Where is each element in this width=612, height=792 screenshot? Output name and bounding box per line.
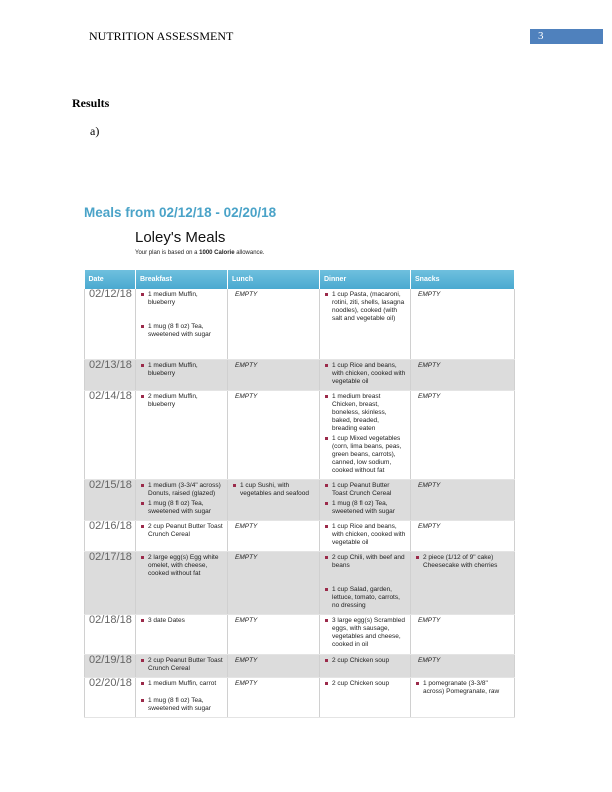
empty-label: EMPTY (418, 291, 441, 298)
lunch-cell (228, 551, 320, 614)
dinner-cell (320, 390, 411, 479)
snacks-cell (411, 551, 515, 614)
snacks-cell (411, 654, 515, 677)
food-item: 3 large egg(s) Scrambled eggs, with sausage, vegetables and cheese, cooked in oil (324, 617, 406, 649)
date-cell: 02/14/18 (85, 390, 136, 479)
plan-name: Loley's Meals (135, 229, 226, 246)
meals-table (84, 270, 515, 718)
lunch-cell (228, 390, 320, 479)
empty-label: EMPTY (235, 392, 258, 400)
empty-label: EMPTY (235, 291, 258, 298)
table-row (85, 677, 515, 717)
table-row (85, 390, 515, 479)
table-row (85, 654, 515, 677)
breakfast-cell (136, 520, 228, 551)
food-item: 1 mug (8 fl oz) Tea, sweetened with sugar (140, 323, 223, 339)
food-item: 2 cup Chili, with beef and beans (324, 554, 406, 570)
table-row (85, 359, 515, 390)
food-item: 2 cup Peanut Butter Toast Crunch Cereal (140, 657, 223, 673)
table-row (85, 479, 515, 520)
breakfast-cell (136, 390, 228, 479)
breakfast-cell (136, 479, 228, 520)
date-cell: 02/16/18 (85, 520, 136, 551)
empty-label: EMPTY (235, 679, 258, 687)
table-row (85, 551, 515, 614)
food-item: 1 cup Sushi, with vegetables and seafood (232, 482, 315, 498)
food-item: 1 pomegranate (3-3/8" across) Pomegranate, raw (415, 680, 510, 696)
lunch-cell (228, 359, 320, 390)
dinner-cell (320, 520, 411, 551)
table-row (85, 614, 515, 654)
snacks-cell (411, 390, 515, 479)
food-item: 2 cup Chicken soup (324, 680, 406, 688)
table-row (85, 520, 515, 551)
list-marker: a) (90, 124, 100, 138)
date-cell: 02/12/18 (85, 289, 136, 359)
dinner-cell (320, 479, 411, 520)
food-item: 2 cup Chicken soup (324, 657, 406, 665)
food-item: 2 large egg(s) Egg white omelet, with cheese, cooked without fat (140, 554, 223, 578)
date-cell: 02/13/18 (85, 359, 136, 390)
table-row (85, 289, 515, 359)
empty-label: EMPTY (418, 522, 441, 530)
breakfast-cell (136, 614, 228, 654)
dinner-cell (320, 677, 411, 717)
empty-label: EMPTY (418, 361, 441, 369)
food-item: 2 piece (1/12 of 9" cake) Cheesecake with cherries (415, 554, 510, 570)
empty-label: EMPTY (235, 522, 258, 530)
empty-label: EMPTY (235, 616, 258, 624)
breakfast-cell (136, 551, 228, 614)
breakfast-cell (136, 359, 228, 390)
column-header-lunch: Lunch (228, 270, 320, 289)
dinner-cell (320, 289, 411, 359)
food-item: 1 medium Muffin, carrot (140, 680, 223, 688)
plan-note: Your plan is based on a 1000 Calorie allowance. (135, 250, 265, 256)
breakfast-cell (136, 289, 228, 359)
breakfast-cell (136, 677, 228, 717)
date-cell: 02/20/18 (85, 677, 136, 717)
empty-label: EMPTY (418, 481, 441, 489)
empty-label: EMPTY (418, 656, 441, 664)
lunch-cell (228, 520, 320, 551)
date-cell: 02/18/18 (85, 614, 136, 654)
food-item: 1 mug (8 fl oz) Tea, sweetened with sugar (140, 697, 223, 713)
lunch-cell (228, 654, 320, 677)
meal-plan-figure (84, 204, 514, 718)
food-item: 1 cup Peanut Butter Toast Crunch Cereal (324, 482, 406, 498)
snacks-cell (411, 479, 515, 520)
food-item: 1 cup Salad, garden, lettuce, tomato, carrots, no dressing (324, 586, 406, 610)
table-header-row (85, 270, 515, 289)
snacks-cell (411, 520, 515, 551)
section-heading: Results (72, 96, 110, 110)
food-item: 1 cup Mixed vegetables (corn, lima beans, peas, green beans, carrots), canned, low sodium, cooked without fat (324, 435, 406, 475)
snacks-cell (411, 359, 515, 390)
snacks-cell (411, 289, 515, 359)
snacks-cell (411, 677, 515, 717)
column-header-breakfast: Breakfast (136, 270, 228, 289)
food-item: 1 mug (8 fl oz) Tea, sweetened with sugar (324, 500, 406, 516)
food-item: 1 medium (3-3/4" across) Donuts, raised (glazed) (140, 482, 223, 498)
food-item: 2 cup Peanut Butter Toast Crunch Cereal (140, 523, 223, 539)
lunch-cell (228, 479, 320, 520)
empty-label: EMPTY (235, 656, 258, 664)
food-item: 1 medium breast Chicken, breast, boneless, skinless, baked, breaded, breading eaten (324, 393, 406, 433)
snacks-cell (411, 614, 515, 654)
dinner-cell (320, 359, 411, 390)
date-cell: 02/17/18 (85, 551, 136, 614)
food-item: 1 cup Rice and beans, with chicken, cooked with vegetable oil (324, 362, 406, 386)
food-item: 1 mug (8 fl oz) Tea, sweetened with sugar (140, 500, 223, 516)
lunch-cell (228, 677, 320, 717)
dinner-cell (320, 614, 411, 654)
food-item: 1 medium Muffin, blueberry (140, 362, 223, 378)
page-number-badge: 3 (530, 29, 603, 44)
food-item: 1 cup Pasta, (macaroni, rotini, ziti, shells, lasagna noodles), cooked (with salt and vegetable oil) (324, 291, 406, 323)
meals-date-range-title: Meals from 02/12/18 - 02/20/18 (84, 205, 277, 220)
food-item: 1 cup Rice and beans, with chicken, cooked with vegetable oil (324, 523, 406, 547)
column-header-date: Date (85, 270, 136, 289)
running-header-title: NUTRITION ASSESSMENT (89, 29, 234, 43)
lunch-cell (228, 614, 320, 654)
empty-label: EMPTY (418, 392, 441, 400)
empty-label: EMPTY (235, 361, 258, 369)
food-item: 2 medium Muffin, blueberry (140, 393, 223, 409)
column-header-snacks: Snacks (411, 270, 515, 289)
lunch-cell (228, 289, 320, 359)
food-item: 1 medium Muffin, blueberry (140, 291, 223, 307)
empty-label: EMPTY (235, 553, 258, 561)
column-header-dinner: Dinner (320, 270, 411, 289)
dinner-cell (320, 654, 411, 677)
date-cell: 02/19/18 (85, 654, 136, 677)
empty-label: EMPTY (418, 616, 441, 624)
breakfast-cell (136, 654, 228, 677)
date-cell: 02/15/18 (85, 479, 136, 520)
dinner-cell (320, 551, 411, 614)
food-item: 3 date Dates (140, 617, 223, 625)
meals-table-body (85, 289, 515, 717)
